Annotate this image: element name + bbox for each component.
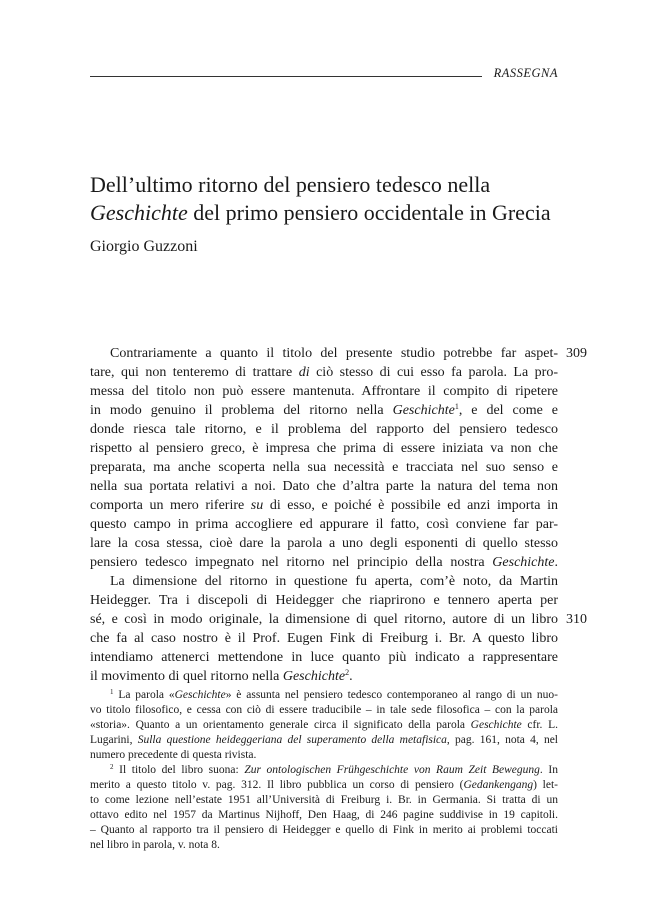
body-line: donde riesca tale ritorno, e il problema del rapporto del pensiero tedesco <box>90 422 558 437</box>
article-title <box>90 171 560 227</box>
title-rest: del primo pensiero occidentale in Grecia <box>187 200 551 225</box>
body-line: preparata, ma anche scoperta nella sua necessità e tracciata nel suo senso e <box>90 460 558 475</box>
running-header <box>90 64 558 80</box>
body-line: La dimensione del ritorno in questione fu aperta, com’è noto, da Martin <box>110 574 558 589</box>
author-name: Giorgio Guzzoni <box>90 238 198 255</box>
body-line: questo campo in prima accogliere ed appurare il fatto, così conviene far par- <box>90 517 558 532</box>
footnote-line: – Quanto al rapporto tra il pensiero di Heidegger e quello di Fink in merito ai problemi toccati <box>90 824 558 836</box>
body-line: lare la cosa stessa, cioè dare la parola a uno degli esponenti di quello stesso <box>90 536 558 551</box>
footnote-line: $^1$ La parola «Geschichte» è assunta nel pensiero tedesco contemporaneo al rango di un nuo- <box>110 688 558 701</box>
body-line: nella sua portata relativi a noi. Dato che d’altra parte la natura del tema non <box>90 479 558 494</box>
body-line: Heidegger. Tra i discepoli di Heidegger che riaprirono e tennero aperta per <box>90 593 558 608</box>
footnote-line: «storia». Quanto a un orientamento generale circa il significato della parola Geschichte cfr. L. <box>90 719 558 731</box>
body-line: tare, qui non tenteremo di trattare di ciò stesso di cui esso fa parola. La pro- <box>90 365 558 380</box>
body-line: il movimento di quel ritorno nella Geschichte$^2$. <box>90 668 353 684</box>
body-line: sé, e così in modo originale, la dimensione di quel ritorno, autore di un libro <box>90 612 558 627</box>
section-label: RASSEGNA <box>493 66 558 80</box>
body-line: che fa al caso nostro è il Prof. Eugen Fink di Freiburg i. Br. A questo libro <box>90 631 558 646</box>
footnote-mark: 2 <box>110 763 114 771</box>
title-italic: Geschichte <box>90 200 188 225</box>
footnote-line: to come lezione nell’estate 1951 all’Università di Freiburg i. Br. in Germania. Si tratta di un <box>90 794 558 806</box>
footnote-ref: 2 <box>345 668 350 677</box>
footnote-line: Lugarini, Sulla questione heideggeriana del superamento della metafisica, pag. 161, nota 4, nel <box>90 734 558 746</box>
footnote-line: numero precedente di questa rivista. <box>90 749 257 761</box>
footnote-line: ottavo edito nel 1957 da Martinus Nijhoff, Den Haag, di 246 pagine suddivise in 19 capitoli. <box>90 809 558 821</box>
header-rule <box>90 76 482 77</box>
title-line-2 <box>90 199 560 227</box>
article-body <box>90 344 558 686</box>
body-line: intendiamo attenerci mettendone in luce quanto più indicato a rappresentare <box>90 650 558 665</box>
title-line-1: Dell’ultimo ritorno del pensiero tedesco nella <box>90 172 491 197</box>
body-line: comporta un mero riferire su di esso, e poiché è possibile ed anzi importa in <box>90 498 558 513</box>
body-line: Contrariamente a quanto il titolo del presente studio potrebbe far aspet- <box>110 346 558 361</box>
footnote-line: $^2$ Il titolo del libro suona: Zur ontologischen Frühgeschichte von Raum Zeit Bewegung. In <box>110 763 558 776</box>
margin-page-number: 309 <box>566 346 587 361</box>
footnote-line: vo titolo filosofico, e cessa con ciò di essere traducibile – in tale sede filosofica – con la parola <box>90 704 558 716</box>
footnote-mark: 1 <box>110 688 114 696</box>
body-line: pensiero tedesco impegnato nel ritorno nel principio della nostra Geschichte. <box>90 555 558 570</box>
footnote-ref: 1 <box>454 402 459 411</box>
body-line: rispetto al pensiero greco, è impresa che prima di essere iniziata va non che <box>90 441 558 456</box>
footnote-line: nel libro in parola, v. nota 8. <box>90 839 220 851</box>
body-line: messa del titolo non può essere mantenuta. Affrontare il compito di ripetere <box>90 384 558 399</box>
margin-page-number: 310 <box>566 612 587 627</box>
footnote-line: merito a questo titolo v. pag. 312. Il libro pubblica un corso di pensiero (Gedankengang) let- <box>90 779 558 791</box>
footnotes <box>90 688 558 853</box>
body-line: in modo genuino il problema del ritorno nella Geschichte$^1$, e del come e <box>90 402 558 418</box>
